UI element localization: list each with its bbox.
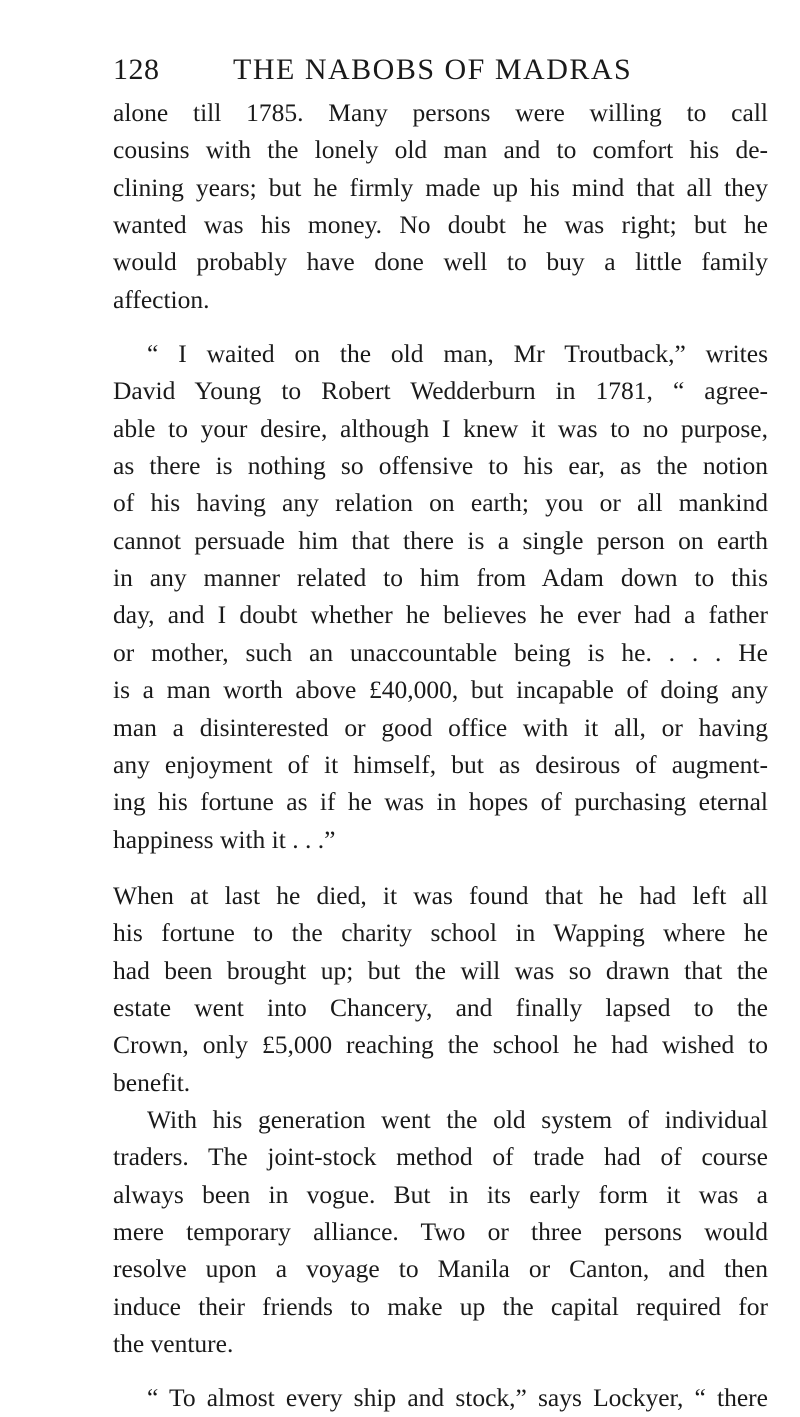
text-line: of his having any relation on earth; you or all mankind — [113, 488, 768, 518]
text-line: David Young to Robert Wedderburn in 1781, “ agree- — [113, 376, 768, 406]
text-line: as there is nothing so offensive to his ear, as the notion — [113, 451, 768, 481]
text-line: resolve upon a voyage to Manila or Canton, and then — [113, 1254, 768, 1284]
running-title: THE NABOBS OF MADRAS — [233, 53, 633, 86]
text-line: induce their friends to make up the capital required for — [113, 1291, 768, 1321]
text-line: the venture. — [113, 1329, 234, 1358]
text-line: ing his fortune as if he was in hopes of purchasing eternal — [113, 787, 768, 817]
paragraph — [113, 877, 768, 1101]
text-line: man a disinterested or good office with it all, or having — [113, 712, 768, 742]
quotation-paragraph — [113, 335, 768, 858]
text-line: mere temporary alliance. Two or three persons would — [113, 1216, 768, 1246]
page-number: 128 — [113, 53, 160, 86]
text-line: or mother, such an unaccountable being is he. . . . He — [113, 637, 768, 667]
text-line: happiness with it . . .” — [113, 824, 336, 854]
text-line: always been in vogue. But in its early form it was a — [113, 1179, 768, 1209]
paragraph — [113, 1101, 768, 1362]
quotation-paragraph — [113, 1379, 768, 1416]
body-text — [113, 94, 768, 1417]
text-line: day, and I doubt whether he believes he ever had a father — [113, 600, 768, 630]
text-line: estate went into Chancery, and finally lapsed to the — [113, 992, 768, 1022]
text-line: clining years; but he firmly made up his mind that all they — [113, 172, 768, 202]
text-line: cannot persuade him that there is a single person on earth — [113, 525, 768, 555]
text-line: benefit. — [113, 1067, 191, 1097]
text-line: is a man worth above £40,000, but incapable of doing any — [113, 675, 768, 705]
text-line: “ I waited on the old man, Mr Troutback,” writes — [147, 339, 768, 369]
text-line: had been brought up; but the will was so drawn that the — [113, 955, 768, 985]
text-line: affection. — [113, 284, 210, 314]
text-line: in any manner related to him from Adam down to this — [113, 563, 768, 593]
text-line: Crown, only £5,000 reaching the school he had wished to — [113, 1030, 768, 1060]
text-line: With his generation went the old system of individual — [147, 1104, 768, 1134]
text-line: able to your desire, although I knew it was to no purpose, — [113, 413, 768, 443]
page-header — [113, 50, 768, 90]
paragraph-continuation — [113, 94, 768, 318]
text-line: would probably have done well to buy a little family — [113, 247, 768, 277]
text-line: his fortune to the charity school in Wapping where he — [113, 918, 768, 948]
text-line: “ To almost every ship and stock,” says Lockyer, “ there — [147, 1383, 768, 1413]
text-line: traders. The joint-stock method of trade had of course — [113, 1142, 768, 1172]
text-line: cousins with the lonely old man and to comfort his de- — [113, 135, 768, 165]
text-line: any enjoyment of it himself, but as desirous of augment- — [113, 749, 768, 779]
text-line: When at last he died, it was found that he had left all — [113, 880, 768, 910]
text-line: alone till 1785. Many persons were willing to call — [113, 98, 768, 127]
text-line: wanted was his money. No doubt he was right; but he — [113, 210, 768, 240]
